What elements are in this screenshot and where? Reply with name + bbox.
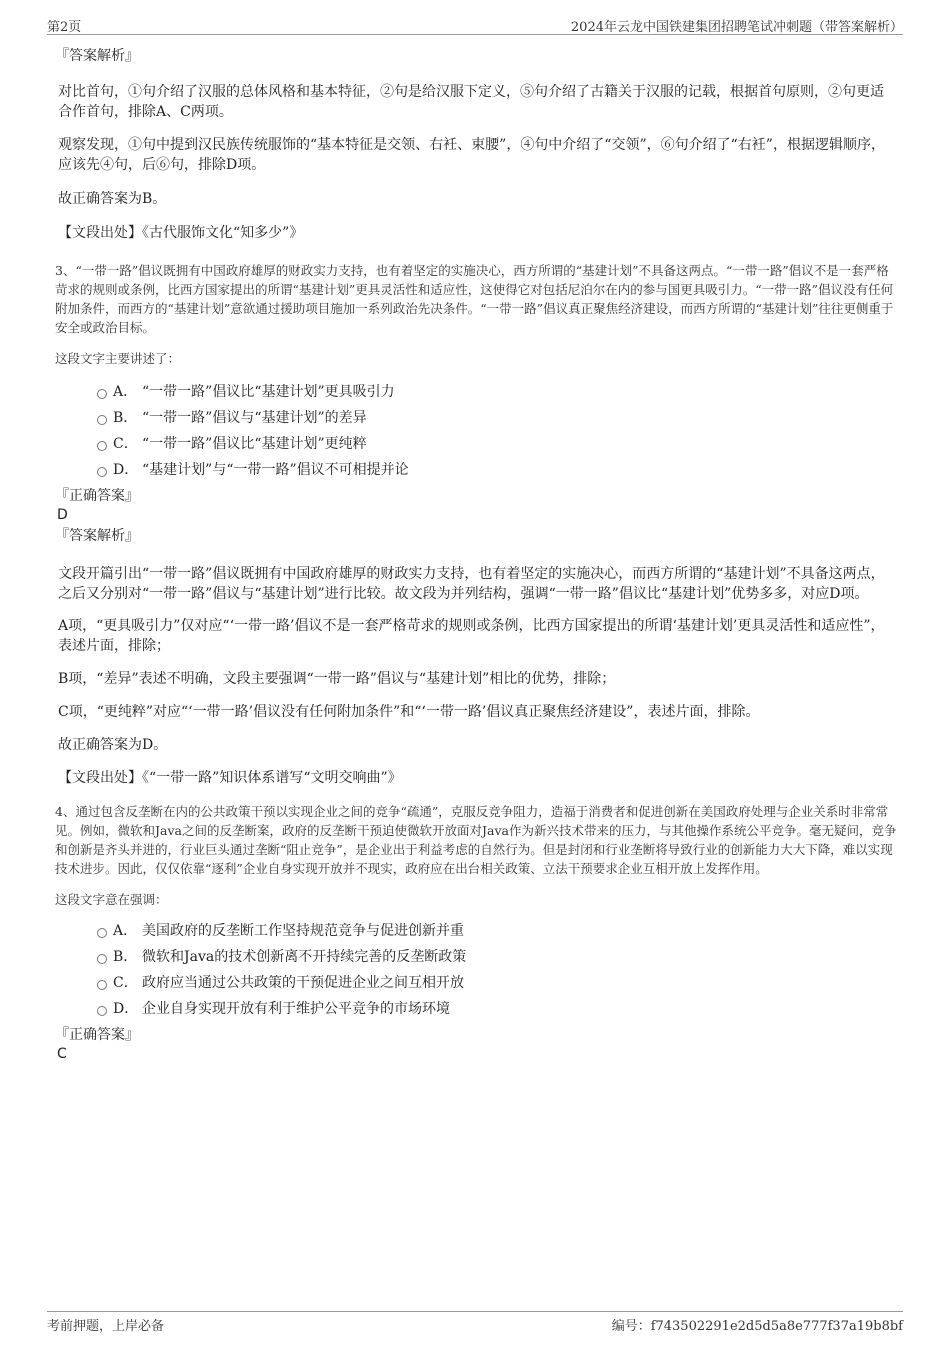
q3-analysis-label: 『答案解析』 — [55, 528, 139, 544]
q4-prompt: 这段文字意在强调： — [55, 892, 168, 907]
q4-options — [55, 921, 897, 1025]
q3-option-d[interactable]: D． “基建计划”与“一带一路”倡议不可相提并论 — [55, 460, 897, 486]
q3-question-text: 3、“一带一路”倡议既拥有中国政府雄厚的财政实力支持，也有着坚定的实施决心，西方所谓的“基建计划”不具备这两点。“一带一路”倡议不是一套严格苛求的规则或条例，比西方国家提出的所谓“基建计划”更具灵活性和适应性，这使得它对包括尼泊尔在内的参与国更具吸引力。“一带一路”倡议没有任何附加条件，而西方的“基建计划”意欲通过援助项目施加一系列政治先决条件。“一带一路”倡议真正聚焦经济建设，而西方所谓的“基建计划”往往更侧重于安全或政治目标。 — [55, 263, 894, 335]
q3-analysis-para-1: 文段开篇引出“一带一路”倡议既拥有中国政府雄厚的财政实力支持，也有着坚定的实施决心，而西方所谓的“基建计划”不具备这两点，之后又分别对“一带一路”倡议与“基建计划”进行比较。故文段为并列结构，强调“一带一路”倡议比“基建计划”优势多多，对应D项。 — [58, 566, 885, 602]
q3-analysis-para-3: B项，“差异”表述不明确，文段主要强调“一带一路”倡议与“基建计划”相比的优势，排除； — [58, 671, 616, 687]
q4-option-d[interactable]: D． 企业自身实现开放有利于维护公平竞争的市场环境 — [55, 999, 897, 1025]
q3-option-c[interactable]: C． “一带一路”倡议比“基建计划”更纯粹 — [55, 434, 897, 460]
q4-option-b[interactable]: B． 微软和Java的技术创新离不开持续完善的反垄断政策 — [55, 947, 897, 973]
radio-icon[interactable] — [97, 1006, 107, 1016]
document-title: 2024年云龙中国铁建集团招聘笔试冲刺题（带答案解析） — [570, 20, 903, 35]
q3-source — [55, 768, 897, 788]
q3-source-label: 【文段出处】 — [58, 770, 142, 786]
q3-answer: D — [57, 507, 68, 523]
radio-icon[interactable] — [97, 389, 107, 399]
radio-icon[interactable] — [97, 980, 107, 990]
document-id: 编号：f743502291e2d5d5a8e777f37a19b8bf — [611, 1319, 903, 1334]
q3-answer-label: 『正确答案』 — [55, 488, 139, 504]
q3-options — [55, 382, 897, 486]
page-footer — [47, 1311, 903, 1334]
radio-icon[interactable] — [97, 441, 107, 451]
page-number: 第2页 — [47, 20, 82, 35]
q3-option-b[interactable]: B． “一带一路”倡议与“基建计划”的差异 — [55, 408, 897, 434]
q4-option-c[interactable]: C． 政府应当通过公共政策的干预促进企业之间互相开放 — [55, 973, 897, 999]
q4-option-a[interactable]: A． 美国政府的反垄断工作坚持规范竞争与促进创新并重 — [55, 921, 897, 947]
q3-analysis-para-2: A项，“更具吸引力”仅对应“‘一带一路’倡议不是一套严格苛求的规则或条例，比西方国家提出的所谓‘基建计划’更具灵活性和适应性”，表述片面，排除； — [58, 618, 885, 654]
q2-analysis-label: 『答案解析』 — [55, 48, 139, 64]
q3-source-text: 《“一带一路”知识体系谱写“文明交响曲”》 — [142, 770, 402, 786]
q2-source-text: 《古代服饰文化“知多少”》 — [142, 225, 304, 241]
page-header — [47, 14, 903, 35]
q2-source — [55, 223, 897, 243]
q2-analysis-para-1: 对比首句，①句介绍了汉服的总体风格和基本特征，②句是给汉服下定义，⑤句介绍了古籍关于汉服的记载，根据首句原则，②句更适合作首句，排除A、C两项。 — [58, 84, 884, 120]
q3-conclusion: 故正确答案为D。 — [58, 737, 168, 753]
q4-question-text: 4、通过包含反垄断在内的公共政策干预以实现企业之间的竞争“疏通”，克服反竞争阻力，造福于消费者和促进创新在美国政府处理与企业关系时非常常见。例如，微软和Java之间的反垄断案，政府的反垄断干预迫使微软开放面对Java作为新兴技术带来的压力，与其他操作系统公平竞争。毫无疑问，竞争和创新是齐头并进的，行业巨头通过垄断“阻止竞争”，是企业出于利益考虑的自然行为。但是封闭和行业垄断将导致行业的创新能力大大下降，难以实现技术进步。因此，仅仅依靠“逐利”企业自身实现开放并不现实，政府应在出台相关政策、立法干预要求企业互相开放上发挥作用。 — [55, 804, 897, 876]
q4-answer-label: 『正确答案』 — [55, 1027, 139, 1043]
q3-prompt: 这段文字主要讲述了： — [55, 351, 181, 366]
radio-icon[interactable] — [97, 928, 107, 938]
q2-analysis-para-2: 观察发现，①句中提到汉民族传统服饰的“基本特征是交领、右衽、束腰”，④句中介绍了“交领”，⑥句介绍了“右衽”，根据逻辑顺序，应该先④句，后⑥句，排除D项。 — [58, 137, 885, 173]
q4-answer: C — [57, 1046, 67, 1062]
footer-slogan: 考前押题，上岸必备 — [47, 1319, 165, 1334]
radio-icon[interactable] — [97, 467, 107, 477]
q3-option-a[interactable]: A． “一带一路”倡议比“基建计划”更具吸引力 — [55, 382, 897, 408]
q2-source-label: 【文段出处】 — [58, 225, 142, 241]
q3-analysis-para-4: C项，“更纯粹”对应“‘一带一路’倡议没有任何附加条件”和“‘一带一路’倡议真正聚焦经济建设”，表述片面，排除。 — [58, 704, 760, 720]
radio-icon[interactable] — [97, 415, 107, 425]
radio-icon[interactable] — [97, 954, 107, 964]
page-content — [55, 46, 897, 1063]
q2-conclusion: 故正确答案为B。 — [58, 191, 167, 207]
